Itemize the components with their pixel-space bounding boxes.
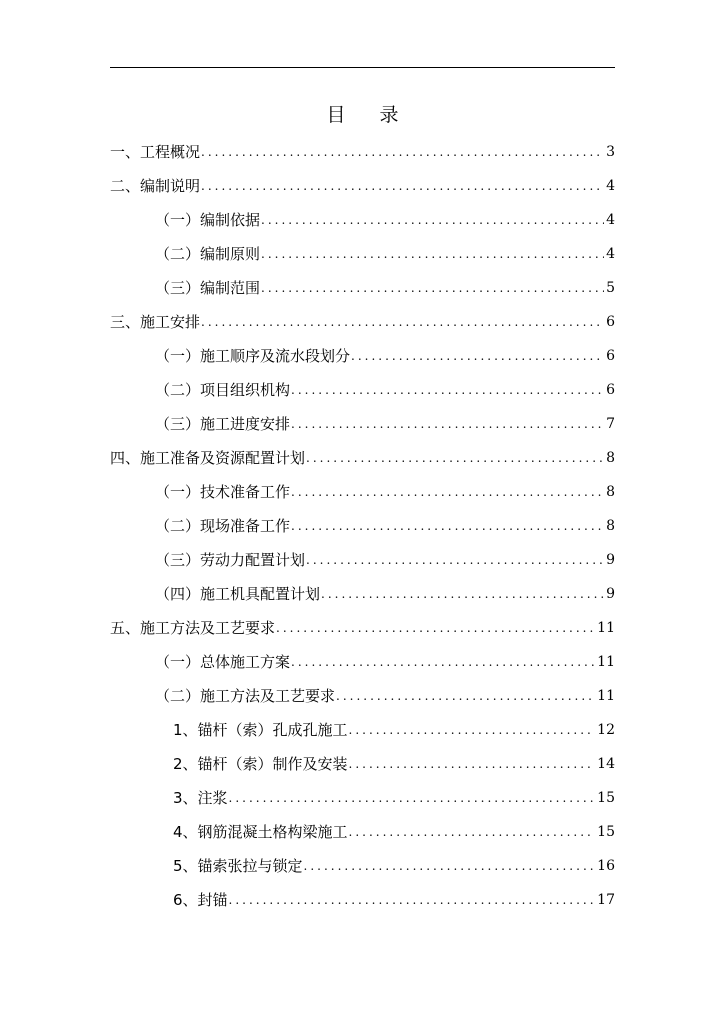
- dot-leader: [291, 482, 604, 502]
- dot-leader: [201, 176, 604, 196]
- toc-title: 目录: [326, 104, 433, 126]
- toc-entry-label: （一）技术准备工作: [155, 483, 291, 501]
- toc-entry-label: 2、锚杆（索）制作及安装: [173, 755, 348, 773]
- toc-entry-label: 二、编制说明: [110, 177, 201, 195]
- toc-entry-page: 11: [597, 688, 615, 704]
- toc-entry-label: 5、锚索张拉与锁定: [173, 857, 303, 875]
- toc-entry-label: 4、钢筋混凝土格构梁施工: [173, 823, 348, 841]
- dot-leader: [349, 720, 596, 740]
- dot-leader: [229, 890, 596, 910]
- dot-leader: [201, 142, 604, 162]
- toc-entry-page: 7: [606, 416, 615, 432]
- toc-entry-label: 四、施工准备及资源配置计划: [110, 449, 306, 467]
- dot-leader: [306, 550, 604, 570]
- toc-entry-page: 12: [597, 722, 615, 738]
- toc-entry[interactable]: [110, 167, 615, 201]
- dot-leader: [261, 244, 604, 264]
- toc-entry-page: 15: [597, 824, 615, 840]
- dot-leader: [291, 516, 604, 536]
- toc-entry[interactable]: [110, 473, 615, 507]
- toc-entry-label: （一）施工顺序及流水段划分: [155, 347, 351, 365]
- toc-entry-label: （二）现场准备工作: [155, 517, 291, 535]
- dot-leader: [304, 856, 596, 876]
- toc-entry[interactable]: [110, 711, 615, 745]
- toc-entry-label: 五、施工方法及工艺要求: [110, 619, 276, 637]
- toc-entry-page: 16: [597, 858, 615, 874]
- toc-entry[interactable]: [110, 337, 615, 371]
- toc-entry-label: （三）劳动力配置计划: [155, 551, 306, 569]
- toc-entry[interactable]: [110, 575, 615, 609]
- toc-entry[interactable]: [110, 371, 615, 405]
- toc-entry[interactable]: [110, 201, 615, 235]
- toc-entry-page: 11: [597, 620, 615, 636]
- dot-leader: [351, 346, 604, 366]
- toc-entry-page: 6: [606, 314, 615, 330]
- toc-entry[interactable]: [110, 609, 615, 643]
- toc-entry-page: 17: [597, 892, 615, 908]
- toc-entry[interactable]: [110, 643, 615, 677]
- toc-entry-page: 14: [597, 756, 615, 772]
- toc-entry-label: （二）编制原则: [155, 245, 261, 263]
- toc-entry[interactable]: [110, 507, 615, 541]
- toc-entry-page: 11: [597, 654, 615, 670]
- toc-entry[interactable]: [110, 745, 615, 779]
- dot-leader: [291, 414, 604, 434]
- toc-entry-label: 三、施工安排: [110, 313, 201, 331]
- toc-entry[interactable]: [110, 813, 615, 847]
- toc-entry[interactable]: [110, 847, 615, 881]
- toc-entry-page: 3: [606, 144, 615, 160]
- toc-entry[interactable]: [110, 881, 615, 915]
- toc-entry-label: （一）编制依据: [155, 211, 261, 229]
- dot-leader: [276, 618, 595, 638]
- toc-entry-label: 6、封锚: [173, 891, 228, 909]
- header-rule: [110, 67, 615, 68]
- toc-entry-label: （二）项目组织机构: [155, 381, 291, 399]
- toc-entry-page: 6: [606, 382, 615, 398]
- toc-entry[interactable]: [110, 269, 615, 303]
- toc-entry-page: 4: [606, 178, 615, 194]
- dot-leader: [201, 312, 604, 332]
- toc-entry-page: 9: [606, 552, 615, 568]
- toc-entry-page: 6: [606, 348, 615, 364]
- dot-leader: [306, 448, 604, 468]
- dot-leader: [349, 822, 596, 842]
- toc-entry-label: （二）施工方法及工艺要求: [155, 687, 336, 705]
- toc-entry[interactable]: [110, 133, 615, 167]
- toc-entry[interactable]: [110, 235, 615, 269]
- toc-entry-label: 3、注浆: [173, 789, 228, 807]
- toc-entry-label: （一）总体施工方案: [155, 653, 291, 671]
- toc-entry[interactable]: [110, 541, 615, 575]
- toc-entry[interactable]: [110, 405, 615, 439]
- table-of-contents: [110, 133, 615, 915]
- toc-entry-label: 1、锚杆（索）孔成孔施工: [173, 721, 348, 739]
- toc-entry[interactable]: [110, 677, 615, 711]
- dot-leader: [261, 278, 604, 298]
- toc-entry[interactable]: [110, 779, 615, 813]
- toc-entry-page: 15: [597, 790, 615, 806]
- toc-entry-label: （四）施工机具配置计划: [155, 585, 321, 603]
- dot-leader: [321, 584, 604, 604]
- toc-entry[interactable]: [110, 439, 615, 473]
- toc-entry-page: 9: [606, 586, 615, 602]
- dot-leader: [291, 380, 604, 400]
- toc-entry-page: 5: [606, 280, 615, 296]
- toc-entry-page: 4: [606, 212, 615, 228]
- dot-leader: [261, 210, 604, 230]
- toc-entry-page: 8: [606, 518, 615, 534]
- dot-leader: [229, 788, 596, 808]
- toc-entry-label: （三）编制范围: [155, 279, 261, 297]
- dot-leader: [291, 652, 595, 672]
- dot-leader: [349, 754, 596, 774]
- toc-entry-page: 8: [606, 450, 615, 466]
- toc-entry-label: （三）施工进度安排: [155, 415, 291, 433]
- toc-entry-page: 8: [606, 484, 615, 500]
- dot-leader: [336, 686, 595, 706]
- toc-entry[interactable]: [110, 303, 615, 337]
- toc-entry-label: 一、工程概况: [110, 143, 201, 161]
- toc-entry-page: 4: [606, 246, 615, 262]
